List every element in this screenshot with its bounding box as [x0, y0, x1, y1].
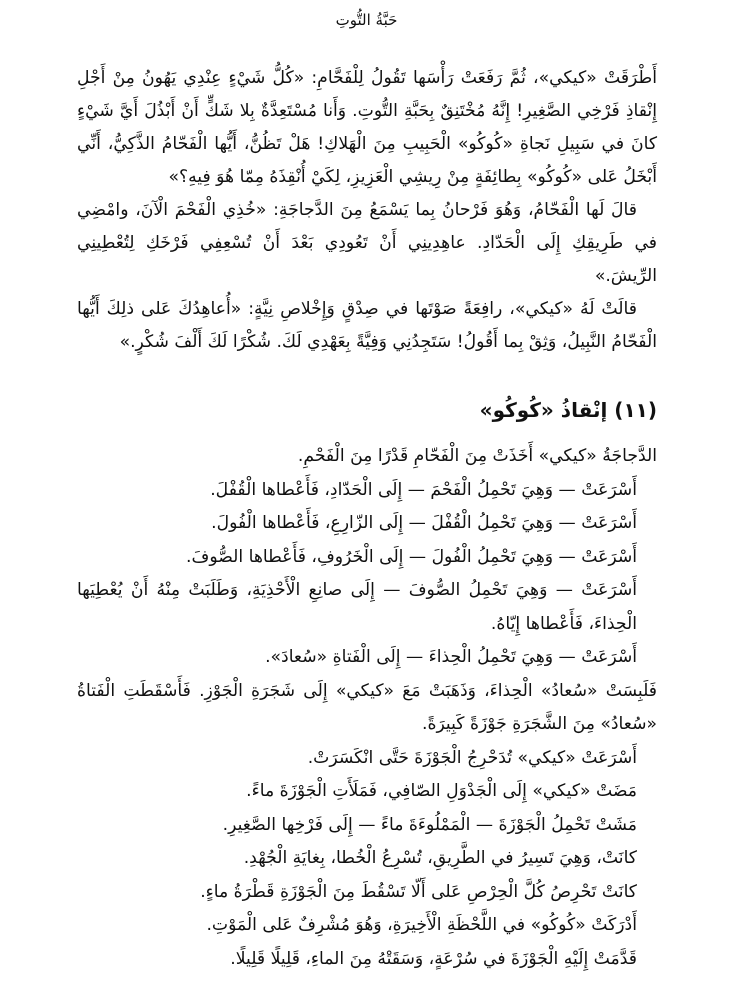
story-line: أَسْرَعَتْ — وَهِيَ تَحْمِلُ الصُّوفَ — إِلَى صانِعِ الْأَحْذِيَةِ، وَطَلَبَتْ مِنْهُ أَنْ يُعْطِيَها الْحِذاءَ، فَأَعْطاها إِيّاهُ. [77, 580, 637, 634]
story-line: أَسْرَعَتْ — وَهِيَ تَحْمِلُ الْفَحْمَ — إِلَى الْحَدّادِ، فَأَعْطاها الْقُفْلَ. [210, 479, 637, 500]
story-line: قَدَّمَتْ إِلَيْهِ الْجَوْزَةَ في سُرْعَةٍ، وَسَقَتْهُ مِنَ الماءِ، قَلِيلًا قَلِيلًا. [230, 948, 637, 969]
story-line: الدَّجاجَةُ «كيكي» أَخَذَتْ مِنَ الْفَحّامِ قَدْرًا مِنَ الْفَحْمِ. [297, 446, 657, 466]
paragraph: أَطْرَقَتْ «كيكي»، ثُمَّ رَفَعَتْ رَأْسَها تَقُولُ لِلْفَحَّامِ: «كُلُّ شَيْءٍ عِنْدِي يَهُونُ مِنْ أَجْلِ إِنْقاذِ فَرْخِي الصَّغِيرِ! إِنَّهُ مُخْتَنِقٌ بِحَبَّةِ التُّوتِ. وَأَنا مُسْتَعِدَّةٌ بِلا شَكٍّ أَنْ أَبْذُلَ أَيَّ شَيْءٍ كانَ في سَبِيلِ نَجاةِ «كُوكُو» الْحَبِيبِ مِنَ الْهَلاكِ! هَلْ تَظُنُّ، أَيُّها الْفَحّامُ الذَّكِيُّ، أَنِّي أَبْخَلُ عَلى «كُوكُو» بِطائِفَةٍ مِنْ رِيشِي الْعَزِيزِ، لِكَيْ أُنْقِذَهُ مِمّا هُوَ فِيهِ؟» [77, 68, 657, 187]
story-line: كانَتْ تَحْرِصُ كُلَّ الْحِرْصِ عَلى أَلّا تَسْقُطَ مِنَ الْجَوْزَةِ قَطْرَةُ ماءٍ. [200, 881, 637, 902]
story-line: مَشَتْ تَحْمِلُ الْجَوْزَةَ — الْمَمْلُوءَةَ ماءً — إِلَى فَرْخِها الصَّغِيرِ. [222, 814, 637, 835]
story-line: أَسْرَعَتْ «كيكي» تُدَحْرِجُ الْجَوْزَةَ حَتَّى انْكَسَرَتْ. [307, 747, 637, 768]
paragraph: قالَتْ لَهُ «كيكي»، رافِعَةً صَوْتَها في صِدْقٍ وَإِخْلاصِ نِيَّةٍ: «أُعاهِدُكَ عَلى ذلِكَ أَيُّها الْفَحّامُ النَّبِيلُ، وَثِقْ بِما أَقُولُ! سَتَجِدُنِي وَفِيَّةً بِعَهْدِي لَكَ. شُكْرًا لَكَ أَلْفَ شُكْرٍ.» [77, 299, 657, 352]
story-text [77, 440, 657, 976]
section-heading: (١١) إنْقاذُ «كُوكُو» [479, 398, 657, 422]
intro-text [77, 62, 657, 359]
story-line: كانَتْ، وَهِيَ تَسِيرُ في الطَّرِيقِ، تُسْرِعُ الْخُطا، بِغايَةِ الْجُهْدِ. [243, 848, 637, 868]
paragraph: قالَ لَها الْفَحّامُ، وَهُوَ فَرْحانُ بِما يَسْمَعُ مِنَ الدَّجاجَةِ: «خُذِي الْفَحْمَ الْآنَ، وامْضِي في طَرِيقِكِ إِلَى الْحَدّادِ. عاهِدِينِي أَنْ تَعُودِي بَعْدَ أَنْ تُسْعِفِي فَرْخَكِ لِتُعْطِينِي الرِّيشَ.» [77, 200, 657, 286]
story-line: أَسْرَعَتْ — وَهِيَ تَحْمِلُ الْحِذاءَ — إِلَى الْفَتاةِ «سُعادَ». [265, 647, 637, 667]
running-title: حَبَّةُ التُّوتِ [335, 11, 398, 29]
story-line: أَدْرَكَتْ «كُوكُو» في اللَّحْظَةِ الْأَخِيرَةِ، وَهُوَ مُشْرِفٌ عَلى الْمَوْتِ. [206, 915, 637, 935]
story-line: فَلَبِسَتْ «سُعادُ» الْحِذاءَ، وَذَهَبَتْ مَعَ «كيكي» إِلَى شَجَرَةِ الْجَوْزِ. فَأَسْقَطَتِ الْفَتاةُ «سُعادُ» مِنَ الشَّجَرَةِ جَوْزَةً كَبِيرَةً. [77, 680, 657, 734]
story-line: أَسْرَعَتْ — وَهِيَ تَحْمِلُ الْفُولَ — إِلَى الْخَرُوفِ، فَأَعْطاها الصُّوفَ. [186, 546, 637, 567]
story-line: مَضَتْ «كيكي» إِلَى الْجَدْوَلِ الصّافِي، فَمَلَأَتِ الْجَوْزَةَ ماءً. [246, 781, 637, 801]
story-line: أَسْرَعَتْ — وَهِيَ تَحْمِلُ الْقُفْلَ — إِلَى الزّارِعِ، فَأَعْطاها الْفُولَ. [211, 513, 637, 533]
